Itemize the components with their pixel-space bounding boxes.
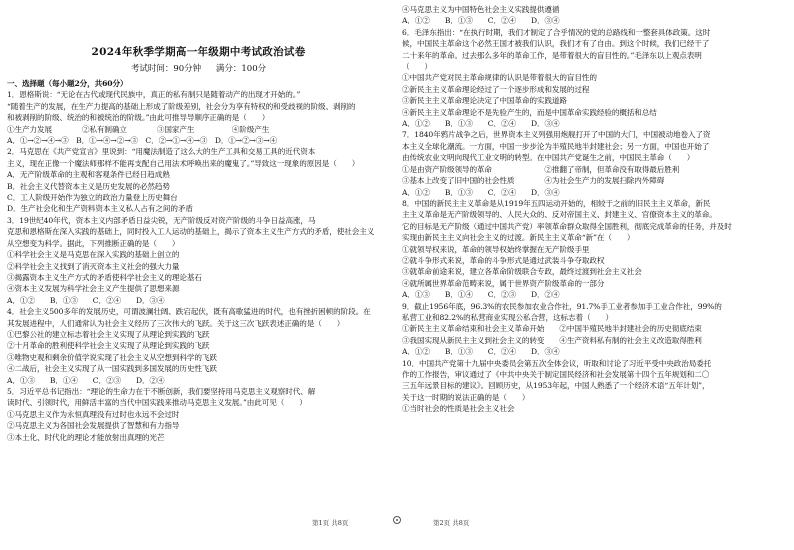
text-line: 候，中国民主革命这个必然王国才被我们认识，我们才有了自由。到这个时候，我们已经干了 (402, 39, 710, 49)
text-line: ②科学社会主义找到了消灭资本主义社会的强大力量 (7, 261, 180, 271)
text-line: 一、选择题（每小题2分，共60分） (7, 79, 128, 88)
text-line: ④新民主主义革命理论不是先验产生的，而是中国革命实践经验的概括和总结 (402, 107, 657, 117)
text-line: 从空想变为科学。据此，下列推断正确的是（ ） (7, 238, 180, 248)
text-line: ③揭露资本主义生产方式的矛盾使科学社会主义的理论基石 (7, 272, 202, 282)
page-number-left: 第1页 共8页 (312, 519, 349, 527)
text-line: B．社会主义代替资本主义是历史发展的必然趋势 (7, 181, 170, 191)
text-line: 3．19世纪40年代，资本主义内部矛盾日益尖锐，无产阶级反对资产阶级的斗争日益高涨，马 (7, 215, 316, 225)
text-line: ①新民主主义革命结束和社会主义革命开始 ②中国半殖民地半封建社会的历史彻底结束 (402, 324, 702, 334)
text-line: 5．习近平总书记指出：“理论的生命力在于不断创新，我们要坚持用马克思主义观察时代、解 (7, 386, 316, 396)
text-line: A．①② B．①③ C．②④ D．③④ (402, 347, 560, 357)
text-line: ③新民主主义革命理论决定了中国革命的实践道路 (402, 96, 567, 106)
text-line: D．生产社会化和生产资料资本主义私人占有之间的矛盾 (7, 204, 193, 214)
text-line: ④资本主义发展为科学社会主义产生提供了思想来源 (7, 284, 180, 294)
text-line: 本主义全球化潮流。一方面，中国一步步沦为半殖民地半封建社会；另一方面，中国也开始了 (402, 141, 710, 151)
text-line: 其发展进程中，人们通常认为社会主义经历了三次伟大的飞跃。关于这三次飞跃表述正确的是（ ） (7, 318, 345, 328)
text-line: ③我国实现从新民主主义到社会主义的转变 ④生产资料私有制的社会主义改造取得胜利 (402, 335, 702, 345)
exam-title: 2024年秋季学期高一年级期中考试政治试卷 (91, 46, 306, 58)
text-line: ①科学社会主义是马克思在深入实践的基础上创立的 (7, 250, 180, 260)
text-line: 和被剥削的阶级、统治的和被统治的阶级。”由此可推导导顺序正确的是（ ） (7, 113, 270, 123)
text-line: A．①③ B．①④ C．②③ D．②④ (7, 375, 165, 385)
text-line: ①马克思主义作为永恒真理没有过时也永远不会过时 (7, 409, 180, 419)
text-line: ④二战后，社会主义实现了从一国实践到多国发展的历史性飞跃 (7, 364, 217, 374)
text-line: 作的工作报告，审议通过了《中共中央关于制定国民经济和社会发展第十四个五年规划和二〇 (402, 370, 710, 379)
page-number-right: 第2页 共8页 (433, 519, 470, 527)
text-line: ①当时社会的性质是社会主义社会 (402, 404, 515, 414)
text-line: ①中国共产党对民主革命规律的认识是带着很大的盲目性的 (402, 73, 597, 83)
text-line: 三五年远景目标的建议》。回顾历史，从1953年起，中国人熟悉了一个经济术语“五年计划”， (402, 381, 710, 391)
text-line: ③基本上改变了旧中国的社会性质 ④为社会生产力的发展扫除内外障碍 (402, 176, 665, 186)
text-line: 实现由新民主主义向社会主义的过渡。新民主主义革命“新”在（ ） (402, 233, 635, 243)
text-line: C．工人阶级开始作为独立的政治力量登上历史舞台 (7, 193, 178, 203)
text-line: A．①→②→④→③ B．①→④→②→③ C．②→①→④→③ D．①→②→③→④ (7, 136, 278, 146)
text-line: ①是由资产阶级领导的革命 ②推翻了帝制，但革命没有取得最后胜利 (402, 164, 680, 174)
text-line: ②新民主主义革命理论经过了一个逐步形成和发展的过程 (402, 84, 590, 94)
text-line: 10．中国共产党第十九届中央委员会第五次全体会议，听取和讨论了习近平受中央政治局委托 (402, 358, 712, 368)
text-line: ①生产力发展 ②私有制确立 ③国家产生 ④阶级产生 (7, 124, 270, 134)
text-line: 主义，现在正像一个魔法师那样不能再支配自己用法术呼唤出来的魔鬼了。”导致这一现象的原因是（ ） (7, 158, 360, 168)
text-line: 2．马克思在《共产党宣言》里说到：“用魔法制造了这么大的生产工具和交易工具的近代资本 (7, 147, 316, 157)
text-line: ③就革命前途来说，建立各革命阶级联合专政，最终过渡到社会主义社会 (402, 267, 642, 277)
text-line: 9．截止1956年底，96.3%的农民参加农业合作社，91.7%手工业者参加手工业合作社，99%的 (402, 301, 722, 311)
text-line: ③本土化、时代化的理论才能放射出真理的光芒 (7, 432, 165, 442)
exam-score: 满分：100分 (215, 64, 267, 74)
text-line: A．①③ B．①④ C．②③ D．②④ (402, 290, 560, 300)
text-line: 主主义革命是无产阶级领导的、人民大众的、反对帝国主义、封建主义、官僚资本主义的革命。 (402, 210, 717, 220)
exam-time: 考试时间：90分钟 (130, 64, 202, 74)
text-line: 私营工业和82.2%的私营商业实现公私合营，这标志着（ ） (402, 312, 613, 322)
text-line: 克思和恩格斯在深入实践的基础上，同时投入工人运动的基础上，揭示了资本主义生产方式的矛盾，使社会主义 (7, 227, 375, 237)
text-line: A．①② B．①③ C．②④ D．③④ (402, 16, 560, 26)
text-line: ②十月革命的胜利使科学社会主义实现了从理论到实践的飞跃 (7, 341, 210, 351)
text-line: 7．1840年鸦片战争之后，世界资本主义列强用炮舰打开了中国的大门，中国被动地卷入了资 (402, 130, 711, 140)
left-column (7, 78, 391, 443)
text-line: 二十来年的革命。过去那么多年的革命工作，是带着很大的盲目性的。”毛泽东以上观点表明 (402, 50, 702, 60)
text-line: ④就所属世界革命范畴来说，属于世界资产阶级革命的一部分 (402, 278, 605, 288)
text-line: A．①② B．①③ C．②④ D．③④ (402, 187, 560, 197)
page-center-marker-icon (393, 516, 401, 524)
right-column (402, 4, 786, 415)
text-line: ②就斗争形式来说，革命的斗争形式是通过武装斗争夺取政权 (402, 255, 605, 265)
text-line: 关于这一时期的说法正确的是（ ） (402, 392, 530, 402)
text-line: （ ） (402, 62, 432, 72)
text-line: 4．社会主义500多年的发展历史，可谓波澜壮阔、跌宕起伏，既有高歌猛进的时代，也有挫折困顿的阶段。在 (7, 307, 371, 317)
text-line: ①巴黎公社的建立标志着社会主义实现了从理论到实践的飞跃 (7, 329, 210, 339)
text-line: 它的目标是无产阶级（通过中国共产党）率领革命群众取得全国胜利，彻底完成革命的任务，并及时 (402, 221, 732, 231)
text-line: A．①② B．①③ C．②④ D．③④ (402, 119, 560, 129)
text-line: ②马克思主义为各国社会发展提供了智慧和有力指导 (7, 421, 180, 431)
text-line: 1．恩格斯说：“无论在古代或现代民族中，真正的私有制只是随着动产的出现才开始的。” (7, 90, 301, 100)
text-line: 读时代、引领时代，用鲜活丰富的当代中国实践来推动马克思主义发展。”由此可见（ ） (7, 398, 307, 408)
text-line: A．①② B．①③ C．②④ D．③④ (7, 295, 165, 305)
text-line: ③唯物史观和剩余价值学说实现了社会主义从空想到科学的飞跃 (7, 352, 217, 362)
text-line: ④马克思主义为中国特色社会主义实践提供遵循 (402, 5, 560, 14)
text-line: 由传统农业文明向现代工业文明的转型。在中国共产党诞生之前，中国民主革命（ ） (402, 153, 695, 163)
text-line: ①就领导权来说，革命的领导权始终掌握在无产阶级手里 (402, 244, 590, 254)
text-line: A．无产阶级革命的主观和客观条件已经日趋成熟 (7, 170, 170, 180)
text-line: “随着生产的发展，在生产力提高的基础上形成了阶级差别，社会分为享有特权的和受歧视的阶级、剥削的 (7, 101, 356, 111)
text-line: 8．中国的新民主主义革命是从1919年五四运动开始的，相较于之前的旧民主主义革命，新民 (402, 198, 711, 208)
exam-meta (0, 62, 397, 74)
text-line: 6．毛泽东指出：“在执行时期，我们才制定了合乎情况的党的总路线和一整套具体政策。这时 (402, 27, 711, 37)
